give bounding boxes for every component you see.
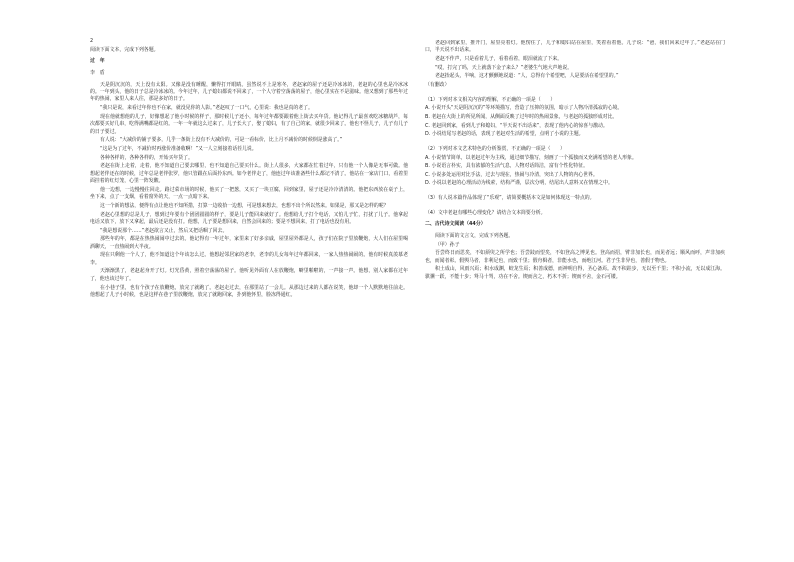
- story-paragraph: 在小巷子里，也有个孩子在放鞭炮，放完了就跑了。老赵走过去，在那里站了一会儿。从那边过来的人都在说笑，他却一个人默默地往前走。他想起了儿子小时候，也是这样在巷子里放鞭炮，放完了就跑回家，扑到他怀里，脸冻得通红。: [90, 284, 408, 298]
- story-paragraph: 他一边想，一边慢慢往回走。路过菜市场的时候，他买了一把葱，又买了一块豆腐，回到家里，屋子还是冷冷清清的。他把东西放在桌子上，坐下来，点了一支烟，看着窗外的天，一点一点暗下来。: [90, 186, 408, 201]
- story-paragraph: 那些年的年，都是在热热闹闹中过去的。他记得有一年过年，家里来了好多亲戚，屋里屋外都是人，孩子们在院子里放鞭炮，大人们在屋里喝酒聊天，一直热闹到大半夜。: [90, 236, 408, 250]
- right-column: [425, 40, 725, 548]
- question-option: C. 老赵回到家，看到儿子和媳妇，“半天说不出话来”，表现了他内心的惊喜与激动。: [425, 122, 608, 129]
- passage-title: （甲）孙子: [435, 241, 460, 248]
- question-number: 2: [90, 38, 94, 44]
- story-paragraph: 有人说：“大减价的铺子要多，几乎一条街上没有不大减价的，可是一看标价，比上月不减价的时候倒是涨高了。”: [100, 137, 343, 144]
- source-note: （有删改）: [425, 82, 450, 89]
- question-option: B. 小说语言朴实，具有浓郁的生活气息，人物对话简洁，富有个性化特征。: [425, 163, 588, 170]
- question-option: A. 小说开头“天是阴沉沉的”等环境描写，营造了压抑的氛围，暗示了人物冷清孤寂的心境。: [425, 105, 623, 112]
- question-stem: （3）有人说本篇作品体现了“乐观”，请简要概括本文是如何体现这一特点的。: [425, 195, 595, 202]
- question-stem: （4）文中老赵有哪些心理变化？请结合文本简要分析。: [425, 209, 546, 216]
- question-option: C. 小说多处运用对比手法，过去与现在，热闹与冷清，突出了人物的内心世界。: [425, 171, 598, 178]
- story-paragraph: “这是为了过年，不减价时再涨价准备收啊！”又一人立刻接着话茬儿说。: [100, 145, 257, 152]
- question-stem: （1）下列对本文相关内容的理解，不正确的一项是（ ）: [425, 96, 556, 103]
- story-paragraph: “我是想说那个……”老赵欲言又止，然后又把话咽了回去。: [100, 227, 228, 234]
- story-author: 李 盾: [90, 69, 105, 76]
- story-paragraph: 天渐渐黑了，老赵起身开了灯。灯光昏黄，照着空荡荡的屋子。他听见外面有人在放鞭炮，噼里啪啦的，一声接一声。他想，别人家都在过年了，他也该过年了。: [90, 268, 408, 282]
- question-option: D. 小说结尾写老赵的话，表现了老赵对生活的希望，点明了小说的主题。: [425, 131, 584, 138]
- question-option: A. 小说情节简单，以老赵过年为主线，通过细节描写，刻画了一个孤独而又充满希望的老人形象。: [425, 154, 637, 161]
- story-paragraph: 老赵抬起头，半响，这才颤颤地说道：“人，总得有个希望吧，人是要活在希望里的。”: [435, 73, 619, 80]
- question-stem: （2）下列对本文艺术特色的分析鉴赏，不正确的一项是（ ）: [425, 145, 566, 152]
- question-option: B. 老赵在大街上的所见所闻，从侧面反映了过年时的热闹景象，与老赵的孤独形成对比。: [425, 113, 618, 120]
- left-column: [90, 38, 408, 526]
- question-option: D. 小说以老赵的心理活动为线索，结构严谨，层次分明，结尾出人意料又在情理之中。: [425, 180, 613, 187]
- story-title: 过 年: [90, 58, 105, 65]
- story-paragraph: 各种各样的，各种各样的，开始买年货了。: [100, 154, 193, 161]
- section-heading: 二、古代诗文阅读（44分）: [425, 221, 486, 228]
- story-paragraph: 现在只剩他一个人了，他不知道这个年该怎么过。他想起邻居家的老李，老李的儿女每年过年都回来，一家人热热闹闹的。他有时候真羡慕老李。: [90, 252, 408, 266]
- story-paragraph: 老赵在街上走着，走着，他不知道自己要去哪里，也不知道自己要买什么。街上人很多，大家都在忙着过年，只有他一个人像是无事可做。他想起老伴还在的时候，过年总是老伴张罗，他只管跟在后面拎东西。如今老伴走了，他连过年该准备些什么都记不清了。他站在一家店门口，看着里面挂着的红灯笼，心里一阵发酸。: [90, 163, 408, 185]
- story-paragraph: “哎，打完了吗，天上就落下金子来么？”老婆生气地大声地说。: [435, 64, 573, 71]
- story-paragraph: 老赵不作声，只是看着儿子，看着看着，眼泪就流了下来。: [435, 56, 563, 63]
- passage-paragraph: 积土成山，风雨兴焉；积水成渊，蛟龙生焉；积善成德，而神明自得，圣心备焉。故不积跬步，无以至千里；不积小流，无以成江海。骐骥一跃，不能十步；驽马十驾，功在不舍。锲而舍之，朽木不折；锲而不舍，金石可镂。: [425, 266, 725, 280]
- story-paragraph: “我只是说，来看过年你也不在家，就没见你的人影。”老赵叹了一口气，心里说：我也是真的老了。: [100, 105, 313, 112]
- story-paragraph: 天是阴沉沉的，天上没有太阳。又像是没有睡醒，懒得打开眼睛。虽然说不上是寒冬，老赵家的屋子还是冷冰冰的，老赵的心里也是冷冰冰的。一年到头，他的日子总是冷冰冰的。今年过年，儿子媳妇都说不回来了，一个人守着空荡荡的屋子，他心里实在不是滋味。他又想到了那些年过年的热闹，家里人来人往，那是多好的日子。: [90, 81, 408, 103]
- passage-paragraph: 吾尝终日而思矣，不如须臾之所学也；吾尝跂而望矣，不如登高之博见也。登高而招，臂非加长也，而见者远；顺风而呼，声非加疾也，而闻者彰。假舆马者，非利足也，而致千里；假舟楫者，非能水也，而绝江河。君子生非异也，善假于物也。: [425, 250, 725, 264]
- story-paragraph: 现在他就想他的儿子，好像想起了他小时候的样子，那时候儿子还小，每年过年都要跟着他上街去买年货。他记得儿子最喜欢吃冰糖葫芦，每次都要买好几串，吃得满嘴都是红的。一年一年就这么过来了，儿子长大了，娶了媳妇，有了自己的家，就很少回来了。他也不怪儿子，儿子有儿子的日子要过。: [90, 113, 408, 135]
- story-paragraph: 老赵回到家里，推开门，屋里亮着灯。他愣住了，儿子和媳妇站在屋里，笑着看着他。儿子说：“爸，我们回来过年了。”老赵站在门口，半天说不出话来。: [425, 40, 725, 54]
- story-paragraph: 老赵心里想的总是儿子，想到过年要有个团团圆圆的样子，要是儿子能回来就好了。他想给儿子打个电话，又怕儿子忙，打扰了儿子。他拿起电话又放下，放下又拿起，最后还是没有打。他想，儿子要是想回来，自然会回来的；要是不想回来，打了电话也没有用。: [90, 211, 408, 225]
- story-paragraph: 这一个新的想法，便得有点让他也不知所措，打算一边收拾一边想，可是想来想去，也想不出个所以然来。如果是，那又是怎样的呢？: [100, 202, 389, 209]
- reading-instruction: 阅读下面文本，完成下列各题。: [90, 46, 159, 53]
- section-instruction: 阅读下面的文言文，完成下列各题。: [435, 232, 514, 239]
